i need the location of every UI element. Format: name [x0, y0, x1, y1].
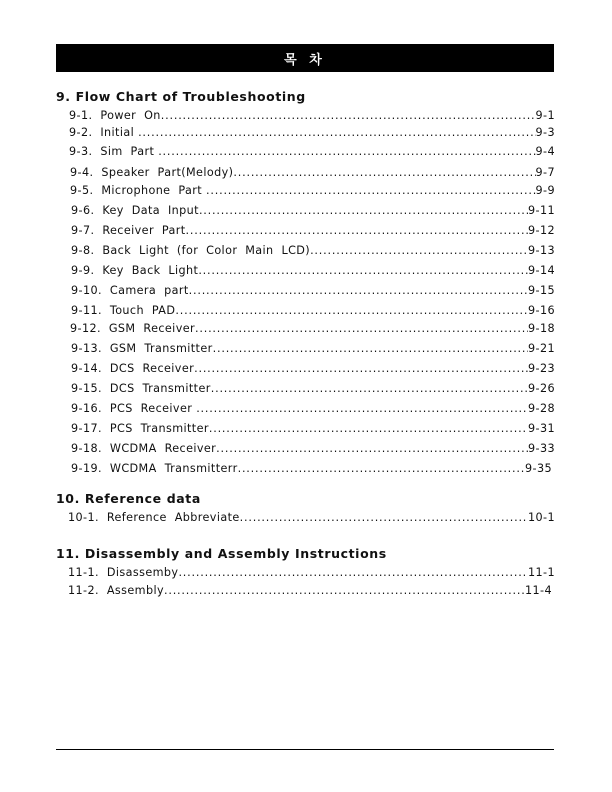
toc-leader-dots [310, 244, 528, 257]
toc-entry-label: 9-13. GSM Transmitter [71, 342, 213, 355]
toc-entry-9-1[interactable] [69, 109, 555, 123]
toc-leader-dots [164, 584, 525, 597]
toc-leader-dots [186, 224, 528, 237]
toc-entry-label: 9-8. Back Light (for Color Main LCD) [71, 244, 311, 257]
toc-leader-dots [161, 109, 536, 122]
toc-entry-label: 9-16. PCS Receiver [71, 402, 197, 415]
toc-leader-dots [216, 442, 528, 455]
section-title-10: 10. Reference data [56, 491, 201, 506]
toc-entry-page: 9-11 [528, 204, 555, 217]
toc-entry-page: 9-12 [528, 224, 555, 237]
toc-entry-9-18[interactable] [71, 442, 555, 456]
toc-entry-label: 9-9. Key Back Light [71, 264, 199, 277]
toc-leader-dots [233, 166, 535, 179]
toc-leader-dots [238, 462, 525, 475]
toc-entry-9-10[interactable] [71, 284, 555, 298]
toc-entry-label: 9-10. Camera part [71, 284, 189, 297]
toc-entry-page: 9-26 [528, 382, 555, 395]
toc-entry-label: 9-18. WCDMA Receiver [71, 442, 217, 455]
toc-entry-page: 11-4 [525, 584, 552, 597]
toc-entry-page: 9-7 [535, 166, 555, 179]
toc-entry-label: 9-7. Receiver Part [71, 224, 186, 237]
toc-leader-dots [199, 204, 528, 217]
toc-leader-dots [194, 362, 528, 375]
toc-leader-dots [196, 402, 528, 415]
toc-entry-11-1[interactable] [68, 566, 555, 580]
toc-entry-label: 9-5. Microphone Part [70, 184, 207, 197]
toc-leader-dots [213, 342, 528, 355]
toc-entry-label: 9-19. WCDMA Transmitterr [71, 462, 238, 475]
toc-entry-page: 9-4 [535, 145, 555, 158]
toc-leader-dots [198, 264, 528, 277]
toc-entry-page: 9-31 [528, 422, 555, 435]
toc-entry-page: 9-14 [528, 264, 555, 277]
toc-entry-11-2[interactable] [68, 584, 552, 598]
toc-entry-label: 9-11. Touch PAD [71, 304, 176, 317]
toc-entry-label: 9-1. Power On [69, 109, 161, 122]
toc-entry-page: 9-3 [535, 126, 555, 139]
toc-leader-dots [175, 304, 528, 317]
toc-leader-dots [206, 184, 536, 197]
toc-entry-9-11[interactable] [71, 304, 555, 318]
toc-entry-label: 9-15. DCS Transmitter [71, 382, 211, 395]
toc-entry-page: 9-15 [528, 284, 555, 297]
toc-entry-9-12[interactable] [70, 322, 555, 336]
toc-entry-page: 9-1 [535, 109, 555, 122]
toc-header-bar [56, 44, 554, 72]
toc-leader-dots [195, 322, 528, 335]
toc-entry-9-17[interactable] [71, 422, 555, 436]
toc-entry-page: 9-21 [528, 342, 555, 355]
toc-entry-page: 9-33 [528, 442, 555, 455]
toc-entry-9-9[interactable] [71, 264, 555, 278]
toc-entry-10-1[interactable] [68, 511, 555, 525]
footer-rule [56, 749, 554, 750]
toc-leader-dots [158, 145, 535, 158]
toc-entry-9-15[interactable] [71, 382, 555, 396]
toc-header-title: 목 차 [284, 52, 326, 68]
toc-entry-label: 9-17. PCS Transmitter [71, 422, 209, 435]
toc-entry-page: 9-23 [528, 362, 555, 375]
toc-entry-9-7[interactable] [71, 224, 555, 238]
toc-entry-page: 9-16 [528, 304, 555, 317]
toc-entry-9-3[interactable] [69, 145, 555, 159]
toc-entry-label: 9-3. Sim Part [69, 145, 159, 158]
toc-entry-label: 9-4. Speaker Part(Melody) [70, 166, 234, 179]
toc-leader-dots [240, 511, 528, 524]
section-title-9: 9. Flow Chart of Troubleshooting [56, 89, 306, 104]
toc-entry-label: 9-2. Initial [69, 126, 139, 139]
toc-entry-label: 9-6. Key Data Input [71, 204, 199, 217]
toc-leader-dots [138, 126, 535, 139]
toc-entry-9-2[interactable] [69, 126, 555, 140]
toc-entry-9-14[interactable] [71, 362, 555, 376]
toc-entry-9-6[interactable] [71, 204, 555, 218]
toc-entry-label: 11-1. Disassemby [68, 566, 179, 579]
toc-entry-page: 9-28 [528, 402, 555, 415]
toc-entry-9-8[interactable] [71, 244, 555, 258]
toc-entry-label: 11-2. Assembly [68, 584, 164, 597]
toc-entry-label: 9-14. DCS Receiver [71, 362, 195, 375]
section-title-11: 11. Disassembly and Assembly Instructions [56, 546, 387, 561]
toc-leader-dots [189, 284, 528, 297]
toc-entry-9-19[interactable] [71, 462, 552, 476]
toc-entry-page: 9-13 [528, 244, 555, 257]
toc-entry-page: 9-9 [535, 184, 555, 197]
toc-entry-page: 9-35 [525, 462, 552, 475]
toc-entry-page: 9-18 [528, 322, 555, 335]
toc-entry-label: 10-1. Reference Abbreviate [68, 511, 240, 524]
toc-entry-9-5[interactable] [70, 184, 555, 198]
toc-entry-9-16[interactable] [71, 402, 555, 416]
toc-entry-9-13[interactable] [71, 342, 555, 356]
toc-leader-dots [209, 422, 528, 435]
toc-entry-page: 10-1 [528, 511, 555, 524]
toc-entry-label: 9-12. GSM Receiver [70, 322, 195, 335]
toc-leader-dots [211, 382, 528, 395]
toc-leader-dots [178, 566, 528, 579]
toc-entry-9-4[interactable] [70, 166, 555, 180]
toc-entry-page: 11-1 [528, 566, 555, 579]
